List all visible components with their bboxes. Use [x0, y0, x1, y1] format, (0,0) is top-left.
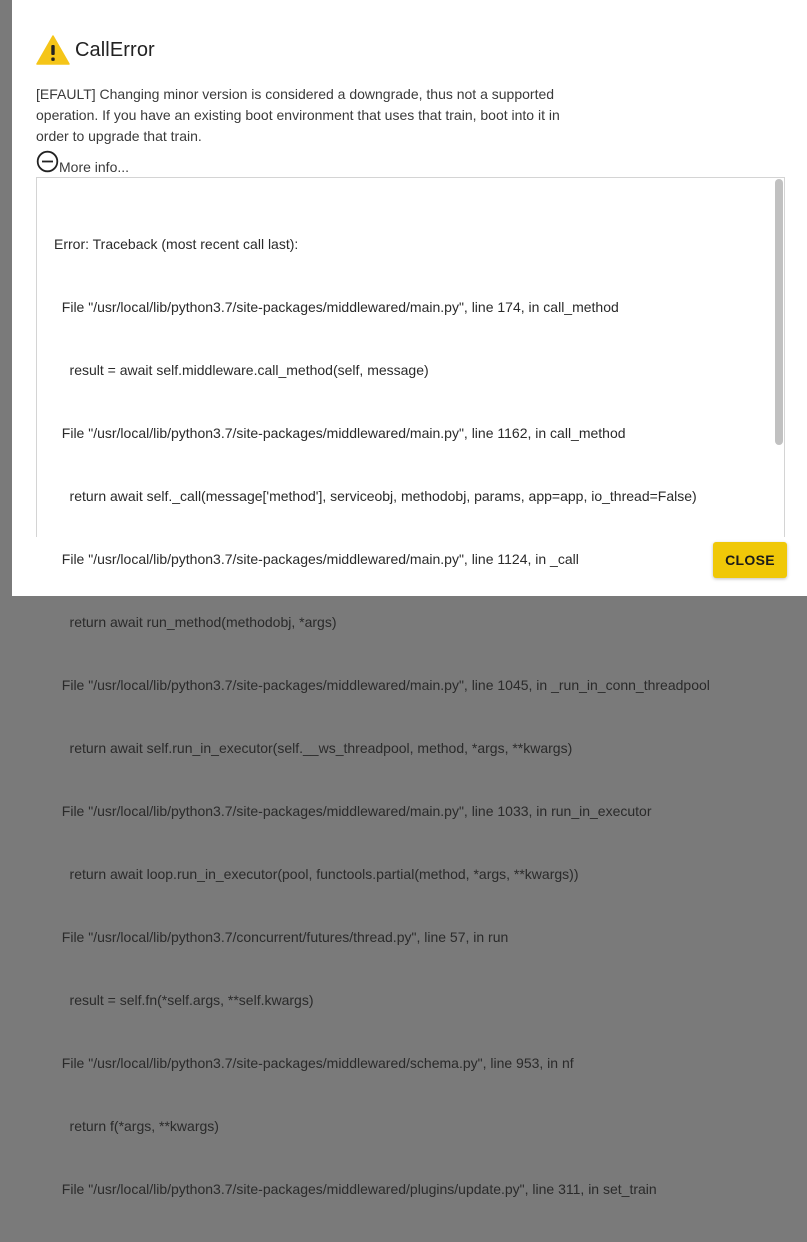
- traceback-line: Error: Traceback (most recent call last):: [54, 236, 299, 252]
- minus-circle-icon[interactable]: [36, 150, 59, 173]
- traceback-line: File "/usr/local/lib/python3.7/site-packages/middlewared/plugins/update.py", line 311, in set_train: [54, 1181, 657, 1197]
- traceback-line: result = await self.middleware.call_method(self, message): [54, 362, 429, 378]
- traceback-line: File "/usr/local/lib/python3.7/site-packages/middlewared/main.py", line 1162, in call_method: [54, 425, 626, 441]
- error-message: [EFAULT] Changing minor version is considered a downgrade, thus not a supported operation. If you have an existing boot environment that uses that train, boot into it in order to upgrade that train.: [36, 86, 560, 144]
- warning-icon: [36, 35, 70, 65]
- traceback-scrollbar[interactable]: [775, 179, 783, 537]
- traceback-line: return await run_method(methodobj, *args): [54, 614, 337, 630]
- traceback-line: result = self.fn(*self.args, **self.kwargs): [54, 992, 314, 1008]
- more-info-label[interactable]: More info...: [59, 159, 130, 175]
- error-dialog: [12, 0, 807, 1197]
- scrollbar-thumb[interactable]: [775, 179, 783, 445]
- traceback-text: [54, 192, 774, 1242]
- traceback-line: File "/usr/local/lib/python3.7/site-packages/middlewared/main.py", line 1124, in _call: [54, 551, 579, 567]
- traceback-line: return f(*args, **kwargs): [54, 1118, 219, 1134]
- more-info-toggle[interactable]: [36, 149, 129, 175]
- traceback-line: File "/usr/local/lib/python3.7/site-packages/middlewared/main.py", line 1045, in _run_in_conn_threadpool: [54, 677, 710, 693]
- traceback-line: File "/usr/local/lib/python3.7/site-packages/middlewared/schema.py", line 953, in nf: [54, 1055, 574, 1071]
- dialog-title: CallError: [75, 38, 155, 61]
- close-button[interactable]: CLOSE: [713, 542, 787, 578]
- dialog-header: [36, 32, 155, 68]
- traceback-line: File "/usr/local/lib/python3.7/concurrent/futures/thread.py", line 57, in run: [54, 929, 509, 945]
- traceback-line: File "/usr/local/lib/python3.7/site-packages/middlewared/main.py", line 1033, in run_in_executor: [54, 803, 652, 819]
- traceback-line: return await loop.run_in_executor(pool, functools.partial(method, *args, **kwargs)): [54, 866, 579, 882]
- traceback-line: return await self.run_in_executor(self.__ws_threadpool, method, *args, **kwargs): [54, 740, 573, 756]
- traceback-line: File "/usr/local/lib/python3.7/site-packages/middlewared/main.py", line 174, in call_method: [54, 299, 619, 315]
- traceback-line: return await self._call(message['method'], serviceobj, methodobj, params, app=app, io_thread=False): [54, 488, 697, 504]
